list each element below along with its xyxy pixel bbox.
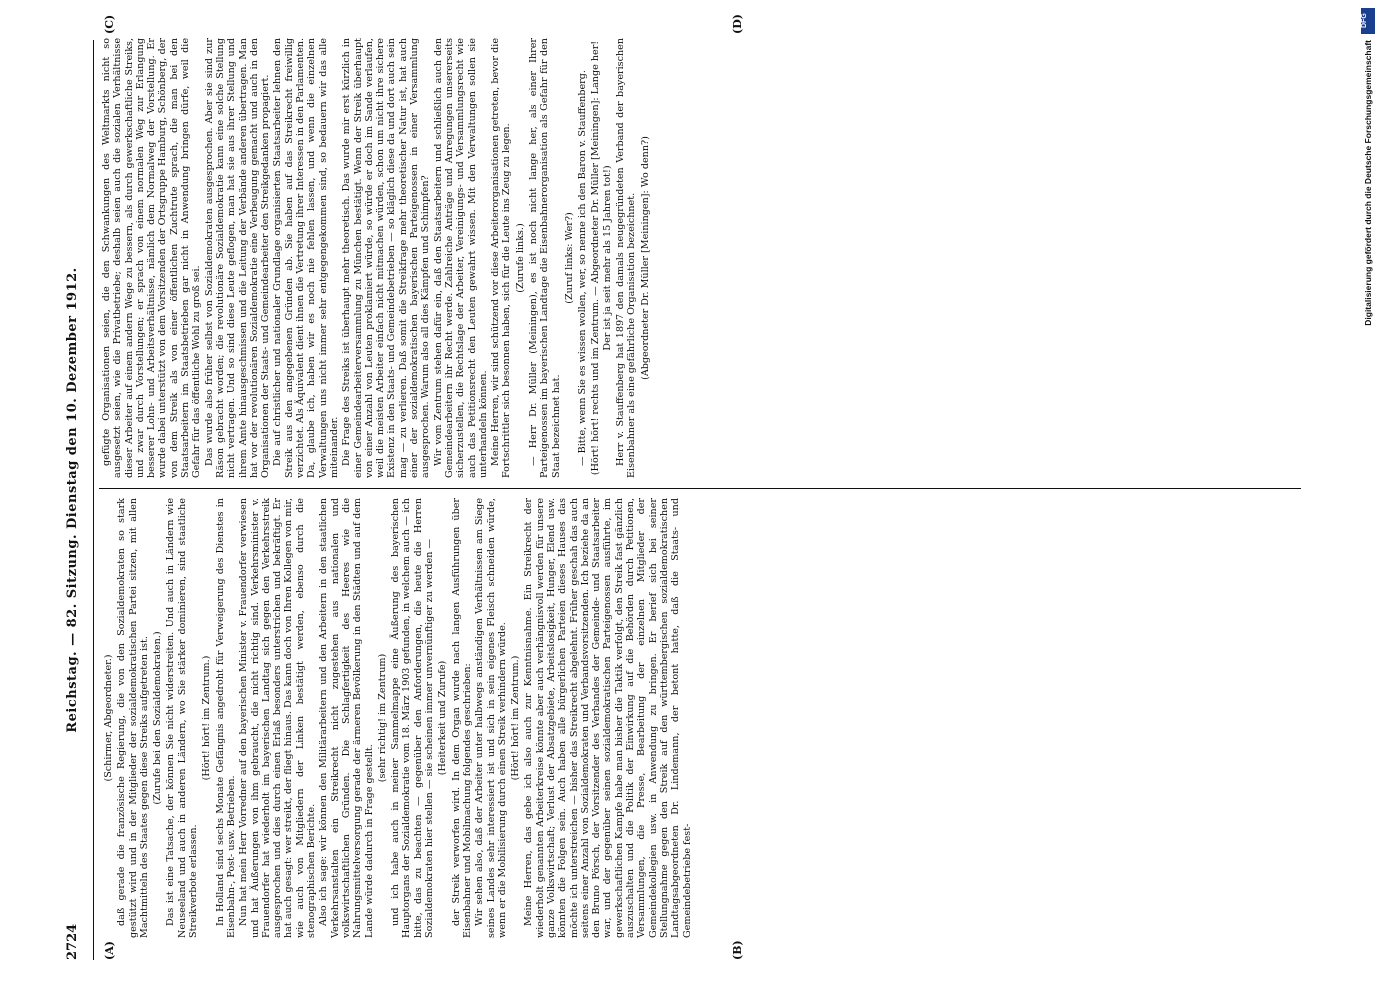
right-text-column [101, 38, 1301, 478]
left-paragraph: (Schirmer, Abgeordneter.) [103, 654, 114, 782]
right-paragraph: — Herr Dr. Müller (Meiningen), es ist noch nicht lange her, als einer Ihrer Parteigenossen im bayerischen Landtage die Eisenbahnerorganisation als Gefahr für den Staat bezeichnet hat. [527, 38, 562, 478]
margin-mark-c: (C) [103, 14, 116, 34]
left-paragraph: (Heiterkeit und Zurufe) [437, 660, 449, 776]
margin-mark-d: (D) [731, 14, 744, 34]
dfg-logo: DFG [1361, 8, 1375, 34]
left-paragraph: der Streik verworfen wird. In dem Organ wurde nach langen Ausführungen über Eisenbahner und Mobilmachung folgendes geschrieben: [450, 498, 473, 938]
right-paragraph: (Zurufe links.) [514, 223, 526, 293]
document-page [41, 0, 1341, 1000]
right-paragraph: Wir vom Zentrum stehen dafür ein, daß den Staatsarbeitern und schließlich auch den Gemeindearbeitern ihr Recht werde. Zahlreiche Anträge und Anregungen unsererseits sicherzustellen, die Rechtslage der Arbeiter, Vereinigungs- und Versammlungsrecht wie auch das Petitionsrecht den Leuten gewahrt wissen. Mit den Verwaltungen sollen sie unterhandeln können. [432, 38, 489, 478]
left-paragraph: Meine Herren, das gebe ich also auch zur Kenntnisnahme. Ein Streikrecht der wiederholt genannten Arbeiterkreise könnte aber auch verhängnisvoll werden für unsere ganze Volkswirtschaft; Verlust der Absatzgebiete, Arbeitslosigkeit, Hunger, Elend usw. könnten die Folgen sein. Auch haben alle bürgerlichen Parteien dieses Hauses das möchte ich unterstreichen — bisher das Streikrecht abgelehnt. Früher geschah das auch seitens einer Anzahl von Sozialdemokraten und Verbandsvorsitzenden. Ich beziehe da an den Bruno Pörsch, der Vorsitzender des Verbandes der Gemeinde- und Staatsarbeiter war, und der gegenüber seinen sozialdemokratischen Parteigenossen ausführte, im gewerkschaftlichen Kampfe habe man bisher die Taktik verfolgt, den Streik fast gänzlich auszuschalten und die Politik der Einwirkung auf die Behörden durch Petitionen, Versammlungen, die Presse, Bearbeitung der einzelnen Mitglieder der Gemeindekollegien usw. in Anwendung zu bringen. Er berief sich bei seiner Stellungnahme gegen den Streik auf den württembergischen sozialdemokratischen Landtagsabgeordneten Dr. Lindemann, der betont hatte, daß die Staats- und Gemeindebetriebe fest- [523, 498, 693, 938]
right-paragraph: Die auf christlicher und nationaler Grundlage organisierten Staatsarbeiter lehnen den Streik aus den angegebenen Gründen ab. Sie haben auf das Streikrecht freiwillig verzichtet. Als Äquivalent dient ihnen die Vertretung ihrer Interessen in den Parlamenten. Da, glaube ich, haben wir es noch nie fehlen lassen, und wenn die einzelnen Verwaltungen uns nicht immer sehr entgegengekommen sind, so bedauern wir das alle miteinander. [272, 37, 340, 478]
left-paragraph: Also ich sage: wir können den Militärarbeitern und den Arbeitern in den staatlichen Verkehrsanstalten ein Streikrecht nicht zugestehen aus nationalen und volkswirtschaftlichen Gründen. Die Schlagfertigkeit des Heeres wie die Nahrungsmittelversorgung gerade der ärmeren Bevölkerung in den Städten und auf dem Lande würde dadurch in Frage gestellt. [318, 498, 375, 938]
right-paragraph: — Bitte, wenn Sie es wissen wollen, wer, so nenne ich den Baron v. Stauffenberg. [577, 70, 589, 466]
margin-mark-b: (B) [731, 940, 744, 960]
page-number: 2724 [65, 923, 80, 960]
left-paragraph: (Hört! hört! im Zentrum.) [510, 655, 522, 781]
right-paragraph: (Zuruf links: Wer?) [563, 212, 575, 304]
left-paragraph: daß gerade die französische Regierung, die von den Sozialdemokraten so stark gestützt wird und in der Mitglieder der sozialdemokratischen Partei sitzen, mit allen Machtmitteln des Staates gegen diese Streiks aufgetreten ist. [116, 498, 150, 938]
left-paragraph: (sehr richtig! im Zentrum) [376, 653, 388, 783]
left-paragraph: Wir sehen also, daß der Arbeiter unter halbwegs anständigen Verhältnissen am Siege seines Landes sehr interessiert ist und sich in sein eigenes Fleisch schneiden würde, wenn er die Mobilisierung durch einen Streik verhindern würde. [474, 498, 508, 938]
header-title: Reichstag. — 82. Sitzung. Dienstag den 10. Dezember 1912. [65, 267, 80, 733]
digitization-note: Digitalisierung gefördert durch die Deutsche Forschungsgemeinschaft [1363, 40, 1373, 326]
left-paragraph: (Hört! hört! im Zentrum.) [201, 655, 213, 781]
right-paragraph: (Hört! hört! rechts und im Zentrum. — Abgeordneter Dr. Müller [Meiningen]: Lange her! Der ist ja seit mehr als 15 Jahren tot!) [590, 40, 613, 476]
right-paragraph: Das wurde also früher selbst von Sozialdemokraten ausgesprochen. Aber sie sind zur Räson gebracht worden; die revolutionäre Sozialdemokratie kann eine solche Stellung nicht vertragen. Und so sind diese Leute geflogen, man hat sie aus ihrer Stellung und ihrem Amte hinausgeschmissen und die Leitung der Verbände anderen übertragen. Man hat vor der revolutionären Sozialdemokratie eine Verbeugung gemacht und auch in den Organisationen der Staats- und Gemeindearbeiter den Streikgedanken propagiert. [203, 38, 272, 478]
left-paragraph: und ich habe auch in meiner Sammelmappe eine Äußerung des bayerischen Hauptorgans der Sozialdemokratie vom 18. März 1903 gefunden, in welchem auch — ich bitte, das zu beachten — gegenüber den Anforderungen, die heute die Herren Sozialdemokraten hier stellen — sie scheinen immer unvernünftiger zu werden — [390, 498, 436, 938]
column-divider [99, 488, 1301, 489]
left-paragraph: Nun hat mein Herr Vorredner auf den bayerischen Minister v. Frauendorfer verwiesen und hat Äußerungen von ihm gebraucht, die nicht richtig sind. Verkehrsminister v. Frauendorfer hat wiederholt im bayerischen Landtag sich gegen den Verkehrsstreik ausgesprochen und dies durch einen Erlaß besonders unterstrichen und bekräftigt. Er hat auch gesagt: wer streikt, der fliegt hinaus. Das kann doch von Ihren Kollegen von mir, wie auch von Mitgliedern der Linken bestätigt werden, ebenso durch die stenographischen Berichte. [238, 498, 318, 938]
right-paragraph: (Abgeordneter Dr. Müller [Meiningen]: Wo denn?) [639, 136, 651, 380]
left-paragraph: In Holland sind sechs Monate Gefängnis angedroht für Verweigerung des Dienstes in Eisenbahn-, Post- usw. Betrieben. [214, 498, 237, 938]
margin-mark-a: (A) [103, 941, 116, 960]
header-rule [93, 40, 94, 960]
page-header [65, 40, 89, 960]
right-paragraph: Die Frage des Streiks ist überhaupt mehr theoretisch. Das wurde mir erst kürzlich in einer Gemeindearbeiterversammlung zu München bestätigt. Wenn der Streik überhaupt von einer Anzahl von Leuten proklamiert würde, so würde er doch im Sande verlaufen, weil die meisten Arbeiter einfach nicht mitmachen würden, schon um nicht ihre sichere Existenz in den Staats- und Gemeindebetrieben — so kläglich diese da und dort auch sein mag — zu verlieren. Daß somit die Streikfrage mehr theoretischer Natur ist, hat auch einer der sozialdemokratischen bayerischen Parteigenossen in einer Versammlung ausgesprochen. Warum also all dies Kämpfen und Schimpfen? [341, 38, 432, 478]
side-margin [1359, 4, 1379, 994]
right-paragraph: gefügte Organisationen seien, die den Schwankungen des Weltmarkts nicht so ausgesetzt seien, wie die Privatbetriebe; deshalb seien auch die sozialen Verhältnisse dieser Arbeiter auf einem andern Wege zu bessern, als durch gewerkschaftliche Streiks, und zwar durch Vorstellungen; er sprach von einem normalen Weg zur Erlangung besserer Lohn- und Arbeitsverhältnisse, nämlich dem Normalweg der Vorstellung. Er wurde dabei unterstützt von dem Vorsitzenden der Ortsgruppe Hamburg, Schönberg, der von dem Streik als von einer öffentlichen Zuchtrute sprach, die man bei den Staatsarbeitern im Staatsbetrieben gar nicht in Anwendung bringen dürfe, weil die Gefahr für das öffentliche Wohl zu groß sei. [101, 38, 203, 478]
left-paragraph: Das ist eine Tatsache, der können Sie nicht widerstreiten. Und auch in Ländern wie Neuseeland und auch in anderen Ländern, wo Sie stärker dominieren, sind staatliche Streikverbote erlassen. [165, 498, 200, 938]
left-text-column [101, 498, 1301, 938]
right-paragraph: Meine Herren, wir sind schützend vor diese Arbeiterorganisationen getreten, bevor die Fortschrittler sich besonnen haben, sich für die Leute ins Zeug zu legen. [490, 38, 513, 478]
right-paragraph: Herr v. Stauffenberg hat 1897 den damals neugegründeten Verband der bayerischen Eisenbahner als eine gefährliche Organisation bezeichnet. [615, 38, 638, 478]
left-paragraph: (Zurufe bei den Sozialdemokraten.) [152, 631, 164, 805]
